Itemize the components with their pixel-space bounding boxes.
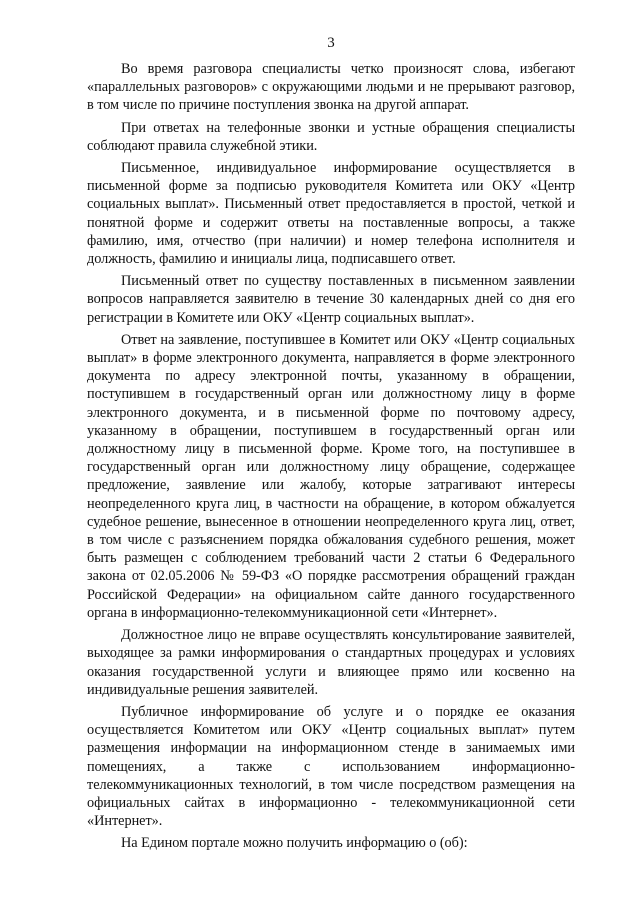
paragraph-response-deadline: Письменный ответ по существу поставленных в письменном заявлении вопросов направляется заявителю в течение 30 календарных дней со дня его регистрации в Комитете или ОКУ «Центр социальных выплат». <box>87 273 575 326</box>
paragraph-consulting-limits: Должностное лицо не вправе осуществлять консультирование заявителей, выходящее за рамки информирования о стандартных процедурах и условиях оказания государственной услуги и влияющее прямо или косвенно на индивидуальные решения заявителей. <box>87 627 575 698</box>
paragraph-service-ethics: При ответах на телефонные звонки и устные обращения специалисты соблюдают правила служебной этики. <box>87 119 575 154</box>
document-body <box>87 60 575 857</box>
document-page <box>87 0 575 905</box>
paragraph-written-informing: Письменное, индивидуальное информирование осуществляется в письменной форме за подписью руководителя Комитета или ОКУ «Центр социальных выплат». Письменный ответ предоставляется в простой, четкой и понятной форме и содержит ответы на поставленные вопросы, а также фамилию, имя, отчество (при наличии) и номер телефона исполнителя и должность, фамилию и инициалы лица, подписавшего ответ. <box>87 160 575 268</box>
page-number: 3 <box>327 35 335 51</box>
paragraph-public-informing: Публичное информирование об услуге и о порядке ее оказания осуществляется Комитетом или ОКУ «Центр социальных выплат» путем размещения информации на информационном стенде в занимаемых ими помещениях, а также с использованием информационно-телекоммуникационных технологий, в том числе посредством размещения на официальных сайтах в информационно - телекоммуникационной сети «Интернет». <box>87 703 575 830</box>
paragraph-unified-portal: На Едином портале можно получить информацию о (об): <box>121 835 468 852</box>
paragraph-electronic-response: Ответ на заявление, поступившее в Комитет или ОКУ «Центр социальных выплат» в форме электронного документа, направляется в форме электронного документа по адресу электронной почты, указанному в обращении, поступившем в государственный орган или должностному лицу в форме электронного документа, и в письменной форме по почтовому адресу, указанному в обращении, поступившем в государственный орган или должностному лицу в письменной форме. Кроме того, на поступившее в государственный орган или должностному лицу обращение, содержащее предложение, заявление или жалобу, которые затрагивают интересы неопределенного круга лиц, в частности на обращение, в котором обжалуется судебное решение, вынесенное в отношении неопределенного круга лиц, ответ, в том числе с разъяснением порядка обжалования судебного решения, может быть размещен с соблюдением требований части 2 статьи 6 Федерального закона от 02.05.2006 № 59-ФЗ «О порядке рассмотрения обращений граждан Российской Федерации» на официальном сайте данного государственного органа в информационно-телекоммуникационной сети «Интернет». <box>87 331 575 621</box>
paragraph-phone-conversation: Во время разговора специалисты четко произносят слова, избегают «параллельных разговоров» с окружающими людьми и не прерывают разговор, в том числе по причине поступления звонка на другой аппарат. <box>87 61 575 114</box>
